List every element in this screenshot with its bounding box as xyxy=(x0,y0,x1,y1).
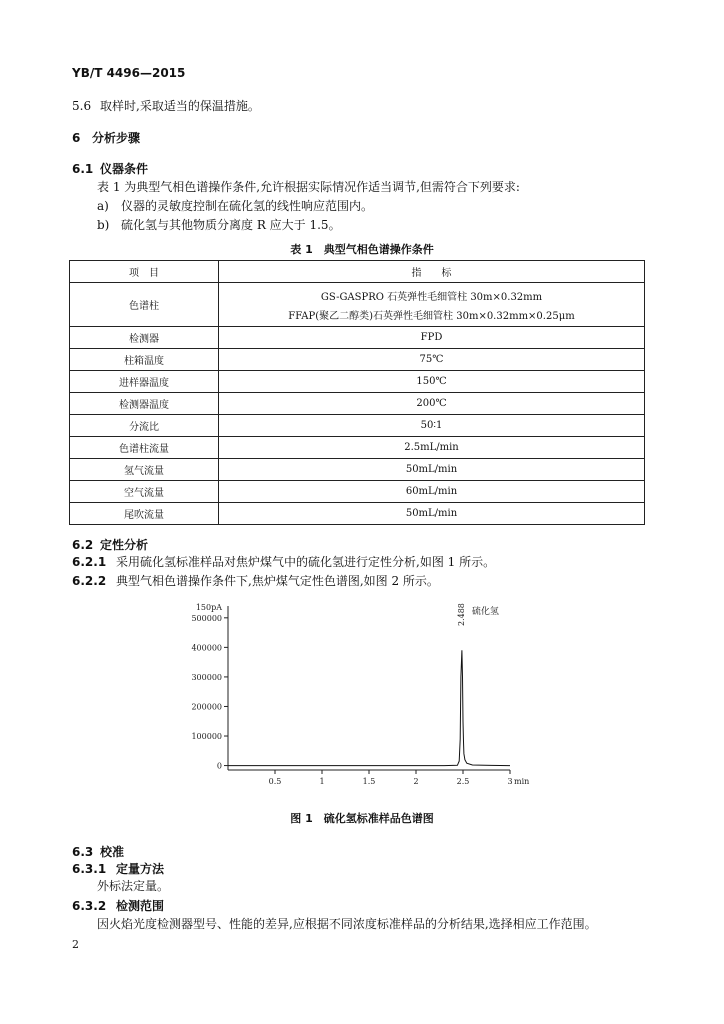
row-item: 色谱柱 xyxy=(70,283,219,327)
section-6-2-heading xyxy=(72,536,148,553)
table-row xyxy=(70,327,645,349)
row-value: 50mL/min xyxy=(219,459,645,481)
row-value: 50mL/min xyxy=(219,503,645,525)
section-6-3-2-text: 因火焰光度检测器型号、性能的差异,应根据不同浓度标准样品的分析结果,选择相应工作范围。 xyxy=(97,917,597,931)
list-text: 仪器的灵敏度控制在硫化氢的线性响应范围内。 xyxy=(121,199,374,213)
section-title: 定量方法 xyxy=(116,862,165,876)
section-number: 6.3.1 xyxy=(72,862,107,876)
section-title: 定性分析 xyxy=(100,538,149,552)
row-value: FPD xyxy=(219,327,645,349)
clause-number: 6.2.2 xyxy=(72,574,107,588)
chart-axes xyxy=(228,606,510,770)
table-row xyxy=(70,481,645,503)
section-6-3-heading xyxy=(72,843,124,860)
section-number: 6 xyxy=(72,131,81,145)
header-spec: 指 标 xyxy=(219,261,645,283)
row-item: 柱箱温度 xyxy=(70,349,219,371)
section-6-3-1-text: 外标法定量。 xyxy=(97,879,170,893)
table-header-row xyxy=(70,261,645,283)
clause-5-6 xyxy=(72,98,260,114)
section-6-3-2-heading xyxy=(72,897,164,914)
chart-annotations xyxy=(457,603,499,626)
column-spec-line: FFAP(聚乙二醇类)石英弹性毛细管柱 30m×0.32mm×0.25μm xyxy=(288,310,575,322)
section-title: 校准 xyxy=(100,845,125,859)
y-tick-label: 0 xyxy=(216,761,222,771)
header-item: 项 目 xyxy=(70,261,219,283)
x-tick-label: 0.5 xyxy=(268,777,282,786)
chromatogram-trace xyxy=(228,650,510,765)
peak-compound-label: 硫化氢 xyxy=(471,607,499,617)
x-axis-ticks xyxy=(269,770,530,786)
row-item: 氢气流量 xyxy=(70,459,219,481)
operating-conditions-table xyxy=(69,260,645,525)
y-tick-label: 200000 xyxy=(191,702,222,712)
x-tick-label: 2.5 xyxy=(456,777,470,786)
section-number: 6.3 xyxy=(72,845,94,859)
x-tick-label: 3 xyxy=(507,777,513,786)
table-row xyxy=(70,283,645,327)
section-6-3-1-heading xyxy=(72,860,164,877)
clause-6-2-1 xyxy=(72,554,495,570)
clause-text: 采用硫化氢标准样品对焦炉煤气中的硫化氢进行定性分析,如图 1 所示。 xyxy=(116,555,496,569)
clause-text: 典型气相色谱操作条件下,焦炉煤气定性色谱图,如图 2 所示。 xyxy=(116,574,439,588)
table-row xyxy=(70,503,645,525)
section-number: 6.3.2 xyxy=(72,899,107,913)
row-value: 75℃ xyxy=(219,349,645,371)
section-title: 检测范围 xyxy=(116,899,165,913)
row-value: 150℃ xyxy=(219,371,645,393)
page-number: 2 xyxy=(72,938,79,951)
table-row xyxy=(70,459,645,481)
table-caption: 表 1 典型气相色谱操作条件 xyxy=(290,243,434,256)
y-tick-label: 100000 xyxy=(191,732,222,742)
row-value xyxy=(219,283,645,327)
clause-number: 5.6 xyxy=(72,99,92,113)
x-tick-label: 1 xyxy=(319,777,325,786)
row-item: 分流比 xyxy=(70,415,219,437)
list-item-a xyxy=(97,198,373,214)
table-row xyxy=(70,349,645,371)
row-item: 尾吹流量 xyxy=(70,503,219,525)
table-row xyxy=(70,371,645,393)
row-item: 检测器温度 xyxy=(70,393,219,415)
section-title: 分析步骤 xyxy=(92,131,141,145)
row-value: 200℃ xyxy=(219,393,645,415)
y-tick-label: 300000 xyxy=(191,672,222,682)
list-label: b) xyxy=(97,218,110,232)
row-item: 检测器 xyxy=(70,327,219,349)
row-value: 60mL/min xyxy=(219,481,645,503)
section-number: 6.2 xyxy=(72,538,94,552)
section-title: 仪器条件 xyxy=(100,162,149,176)
clause-6-2-2 xyxy=(72,573,439,589)
x-tick-label: 1.5 xyxy=(362,777,376,786)
chart-series xyxy=(228,650,510,765)
y-tick-label: 400000 xyxy=(191,643,222,653)
section-6-1-heading xyxy=(72,160,148,177)
table-row xyxy=(70,415,645,437)
x-tick-label: 2 xyxy=(413,777,419,786)
row-item: 色谱柱流量 xyxy=(70,437,219,459)
table-row xyxy=(70,393,645,415)
figure-caption: 图 1 硫化氢标准样品色谱图 xyxy=(290,812,434,825)
x-axis-unit: min xyxy=(514,777,530,786)
row-item: 进样器温度 xyxy=(70,371,219,393)
list-label: a) xyxy=(97,199,109,213)
list-text: 硫化氢与其他物质分离度 R 应大于 1.5。 xyxy=(121,218,341,232)
clause-text: 取样时,采取适当的保温措施。 xyxy=(100,99,260,113)
peak-retention-label: 2.488 xyxy=(456,603,466,626)
table-row xyxy=(70,437,645,459)
clause-number: 6.2.1 xyxy=(72,555,107,569)
list-item-b xyxy=(97,217,341,233)
section-6-heading xyxy=(72,129,140,146)
y-unit-label: 150pA xyxy=(195,603,222,612)
section-number: 6.1 xyxy=(72,162,94,176)
section-6-1-paragraph: 表 1 为典型气相色谱操作条件,允许根据实际情况作适当调节,但需符合下列要求: xyxy=(97,180,520,194)
standard-number: YB/T 4496—2015 xyxy=(72,66,186,80)
column-spec-line: GS-GASPRO 石英弹性毛细管柱 30m×0.32mm xyxy=(320,291,543,303)
row-item: 空气流量 xyxy=(70,481,219,503)
y-axis-ticks xyxy=(191,603,228,771)
row-value: 50∶1 xyxy=(219,415,645,437)
y-tick-label: 500000 xyxy=(191,613,222,623)
chromatogram-chart xyxy=(180,598,530,798)
row-value: 2.5mL/min xyxy=(219,437,645,459)
